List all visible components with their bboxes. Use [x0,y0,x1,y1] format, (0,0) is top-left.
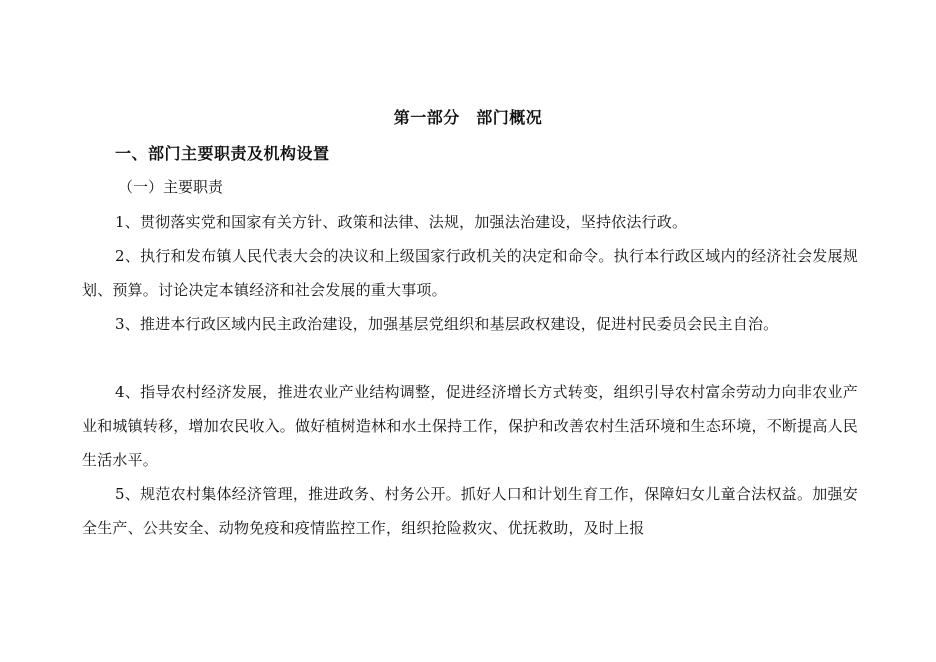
duty-paragraph-4: 4、指导农村经济发展，推进农业产业结构调整，促进经济增长方式转变，组织引导农村富余劳动力向非农业产业和城镇转移，增加农民收入。做好植树造林和水土保持工作，保护和改善农村生活环境和生态环境，不断提高人民生活水平。 [82,383,858,469]
part-title: 第一部分 部门概况 [393,108,543,127]
duty-paragraph-5: 5、规范农村集体经济管理，推进政务、村务公开。抓好人口和计划生育工作，保障妇女儿童合法权益。加强安全生产、公共安全、动物免疫和疫情监控工作，组织抢险救灾、优抚救助，及时上报 [82,485,858,537]
duty-paragraph-1: 1、贯彻落实党和国家有关方针、政策和法律、法规，加强法治建设，坚持依法行政。 [115,213,688,231]
duty-paragraph-2: 2、执行和发布镇人民代表大会的决议和上级国家行政机关的决定和命令。执行本行政区域内的经济社会发展规划、预算。讨论决定本镇经济和社会发展的重大事项。 [82,247,858,299]
duty-paragraph-3: 3、推进本行政区域内民主政治建设，加强基层党组织和基层政权建设，促进村民委员会民主自治。 [115,315,779,333]
section-heading: 一、部门主要职责及机构设置 [115,144,330,163]
subsection-heading: （一）主要职责 [118,178,224,196]
